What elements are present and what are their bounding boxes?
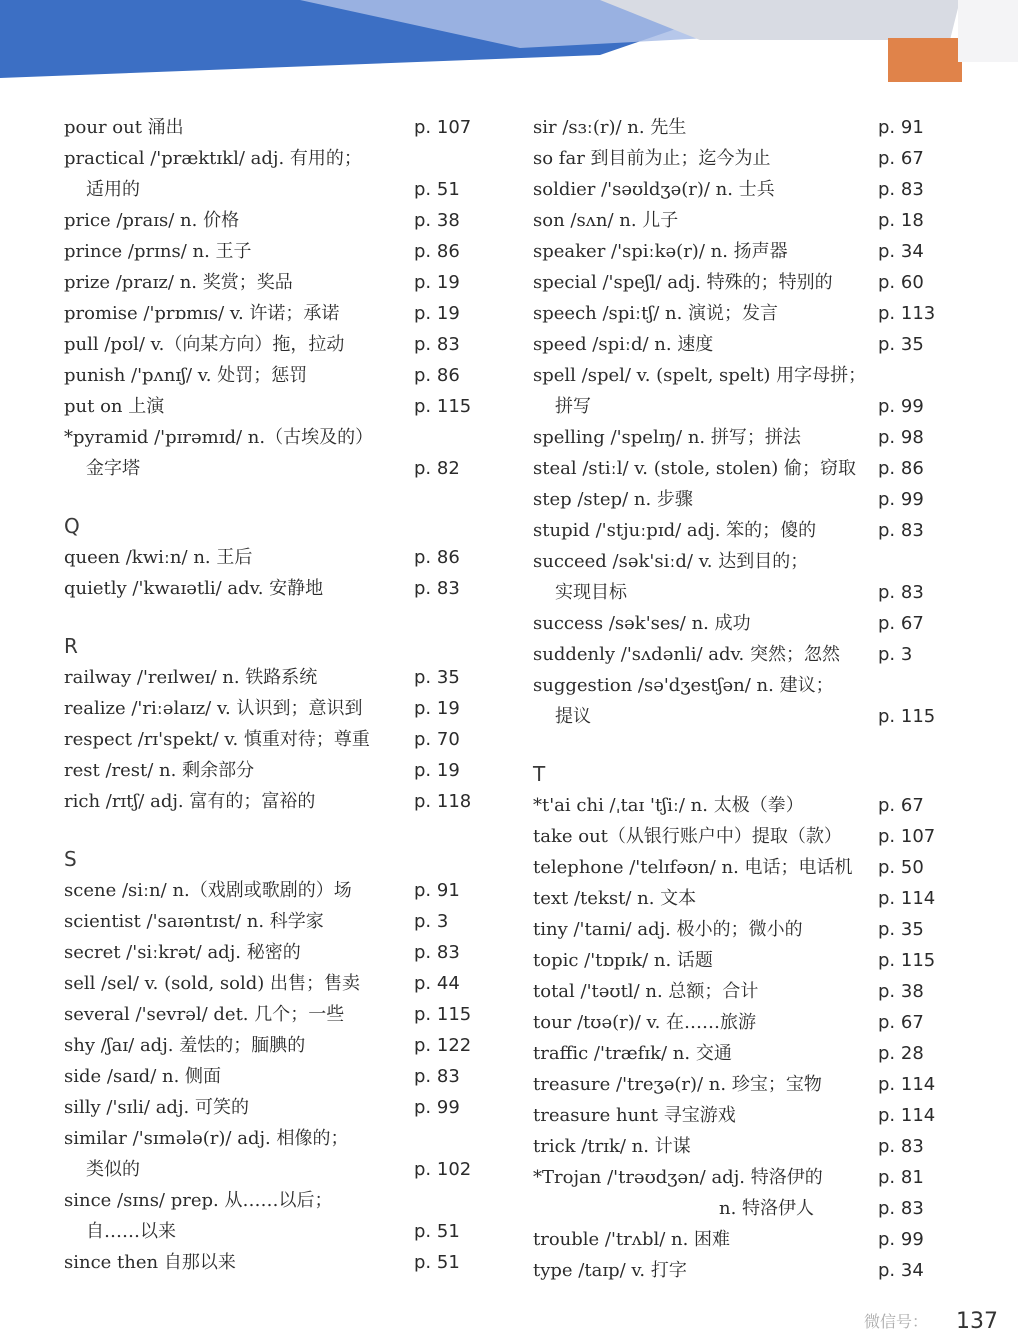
entry-page-ref: p. 86 — [414, 547, 460, 568]
glossary-entry — [64, 1123, 484, 1185]
entry-page-ref: p. 3 — [878, 644, 913, 665]
glossary-entry — [533, 1100, 948, 1131]
glossary-entry — [64, 298, 484, 329]
entry-page-ref: p. 38 — [414, 210, 460, 231]
entry-text: sir /sɜː(r)/ n. 先生 — [533, 117, 687, 138]
entry-text: secret /'siːkrət/ adj. 秘密的 — [64, 942, 301, 963]
entry-page-ref: p. 67 — [878, 1012, 924, 1033]
entry-page-ref: p. 86 — [878, 458, 924, 479]
entry-text: *Trojan /'trəʊdʒən/ adj. 特洛伊的 — [533, 1167, 823, 1188]
entry-text: success /sək'ses/ n. 成功 — [533, 613, 751, 634]
entry-page-ref: p. 67 — [878, 148, 924, 169]
entry-page-ref: p. 38 — [878, 981, 924, 1002]
glossary-entry — [533, 670, 948, 732]
entry-page-ref: p. 50 — [878, 857, 924, 878]
entry-page-ref: p. 35 — [878, 334, 924, 355]
entry-page-ref: p. 99 — [878, 396, 924, 417]
entry-text: succeed /sək'siːd/ v. 达到目的； — [533, 551, 809, 572]
entry-page-ref: p. 51 — [414, 179, 460, 200]
glossary-entry — [64, 205, 484, 236]
entry-page-ref: p. 67 — [878, 613, 924, 634]
glossary-entry — [533, 914, 948, 945]
entry-continuation: 拼写 — [555, 396, 591, 417]
glossary-entry — [533, 852, 948, 883]
entry-page-ref: p. 35 — [414, 667, 460, 688]
glossary-entry — [533, 1069, 948, 1100]
glossary-entry — [533, 1224, 948, 1255]
entry-page-ref: p. 67 — [878, 795, 924, 816]
entry-text: scene /siːn/ n.（戏剧或歌剧的）场 — [64, 880, 352, 901]
entry-page-ref: p. 34 — [878, 1260, 924, 1281]
entry-page-ref: p. 91 — [878, 117, 924, 138]
glossary-entry — [64, 937, 484, 968]
entry-continuation: n. 特洛伊人 — [719, 1198, 815, 1219]
right-column — [533, 112, 948, 1286]
entry-page-ref: p. 115 — [414, 396, 472, 417]
entry-page-ref: p. 19 — [414, 303, 460, 324]
glossary-entry — [64, 391, 484, 422]
glossary-entry — [64, 112, 484, 143]
glossary-entry — [64, 1185, 484, 1247]
entry-page-ref: p. 102 — [414, 1159, 472, 1180]
glossary-entry — [533, 1131, 948, 1162]
entry-text: practical /'præktɪkl/ adj. 有用的； — [64, 148, 362, 169]
header-white-block — [958, 0, 1018, 62]
entry-text: spell /spel/ v. (spelt, spelt) 用字母拼； — [533, 365, 867, 386]
glossary-entry — [533, 1255, 948, 1286]
glossary-entry — [64, 1030, 484, 1061]
glossary-entry — [533, 112, 948, 143]
entry-text: special /'speʃl/ adj. 特殊的；特别的 — [533, 272, 833, 293]
entry-text: sell /sel/ v. (sold, sold) 出售；售卖 — [64, 973, 361, 994]
glossary-entry — [64, 422, 484, 484]
entry-page-ref: p. 114 — [878, 1105, 936, 1126]
entry-page-ref: p. 107 — [414, 117, 472, 138]
entry-page-ref: p. 83 — [878, 1198, 924, 1219]
entry-page-ref: p. 83 — [414, 334, 460, 355]
glossary-entry — [533, 1193, 948, 1224]
glossary-entry — [64, 1247, 484, 1278]
entry-text: so far 到目前为止；迄今为止 — [533, 148, 771, 169]
entry-text: promise /'prɒmɪs/ v. 许诺；承诺 — [64, 303, 340, 324]
entry-page-ref: p. 86 — [414, 241, 460, 262]
entry-continuation: 自……以来 — [86, 1221, 176, 1242]
entry-page-ref: p. 86 — [414, 365, 460, 386]
entry-text: shy /ʃaɪ/ adj. 羞怯的；腼腆的 — [64, 1035, 306, 1056]
header-decoration — [0, 0, 1018, 90]
entry-continuation: 提议 — [555, 706, 591, 727]
glossary-entry — [533, 1007, 948, 1038]
entry-text: put on 上演 — [64, 396, 165, 417]
entry-page-ref: p. 114 — [878, 1074, 936, 1095]
glossary-entry — [533, 883, 948, 914]
entry-text: suddenly /'sʌdənli/ adv. 突然；忽然 — [533, 644, 840, 665]
entry-page-ref: p. 19 — [414, 272, 460, 293]
entry-page-ref: p. 83 — [414, 942, 460, 963]
entry-text: total /'təʊtl/ n. 总额；合计 — [533, 981, 759, 1002]
entry-text: *t'ai chi /ˌtaɪ 'tʃiː/ n. 太极（拳） — [533, 795, 804, 816]
glossary-entry — [64, 755, 484, 786]
glossary-entry — [533, 790, 948, 821]
glossary-entry — [533, 484, 948, 515]
entry-continuation: 类似的 — [86, 1159, 140, 1180]
entry-page-ref: p. 98 — [878, 427, 924, 448]
entry-text: realize /'riːəlaɪz/ v. 认识到；意识到 — [64, 698, 363, 719]
entry-text: prince /prɪns/ n. 王子 — [64, 241, 252, 262]
entry-text: son /sʌn/ n. 儿子 — [533, 210, 679, 231]
entry-text: speech /spiːtʃ/ n. 演说；发言 — [533, 303, 779, 324]
entry-page-ref: p. 99 — [878, 489, 924, 510]
entry-text: side /saɪd/ n. 侧面 — [64, 1066, 222, 1087]
entry-page-ref: p. 51 — [414, 1221, 460, 1242]
left-column — [64, 112, 484, 1278]
entry-text: several /'sevrəl/ det. 几个；一些 — [64, 1004, 345, 1025]
glossary-entry — [533, 422, 948, 453]
entry-text: tiny /'taɪni/ adj. 极小的；微小的 — [533, 919, 803, 940]
glossary-entry — [533, 174, 948, 205]
glossary-entry — [64, 906, 484, 937]
entry-text: rich /rɪtʃ/ adj. 富有的；富裕的 — [64, 791, 316, 812]
entry-text: punish /'pʌnɪʃ/ v. 处罚；惩罚 — [64, 365, 308, 386]
glossary-entry — [64, 662, 484, 693]
entry-text: treasure hunt 寻宝游戏 — [533, 1105, 736, 1126]
entry-page-ref: p. 19 — [414, 698, 460, 719]
entry-text: pour out 涌出 — [64, 117, 184, 138]
entry-page-ref: p. 107 — [878, 826, 936, 847]
entry-page-ref: p. 44 — [414, 973, 460, 994]
glossary-entry — [533, 1038, 948, 1069]
entry-page-ref: p. 83 — [878, 179, 924, 200]
glossary-entry — [533, 639, 948, 670]
entry-text: similar /'sɪmələ(r)/ adj. 相像的； — [64, 1128, 349, 1149]
entry-page-ref: p. 122 — [414, 1035, 472, 1056]
footer-text: 微信号： — [863, 1312, 928, 1331]
glossary-entry — [533, 546, 948, 608]
entry-text: stupid /'stjuːpɪd/ adj. 笨的；傻的 — [533, 520, 817, 541]
entry-text: since /sɪns/ prep. 从……以后； — [64, 1190, 333, 1211]
glossary-entry — [64, 693, 484, 724]
glossary-entry — [64, 724, 484, 755]
entry-text: quietly /'kwaɪətli/ adv. 安静地 — [64, 578, 324, 599]
glossary-entry — [533, 1162, 948, 1193]
entry-text: step /step/ n. 步骤 — [533, 489, 693, 510]
entry-page-ref: p. 3 — [414, 911, 449, 932]
entry-text: since then 自那以来 — [64, 1252, 236, 1273]
glossary-entry — [64, 542, 484, 573]
entry-page-ref: p. 115 — [414, 1004, 472, 1025]
entry-text: type /taɪp/ v. 打字 — [533, 1260, 687, 1281]
entry-page-ref: p. 35 — [878, 919, 924, 940]
glossary-entry — [64, 236, 484, 267]
entry-page-ref: p. 83 — [414, 578, 460, 599]
entry-page-ref: p. 99 — [414, 1097, 460, 1118]
entry-text: trouble /'trʌbl/ n. 困难 — [533, 1229, 731, 1250]
entry-text: price /praɪs/ n. 价格 — [64, 210, 240, 231]
glossary-entry — [533, 236, 948, 267]
glossary-entry — [64, 786, 484, 817]
glossary-entry — [64, 143, 484, 205]
entry-text: railway /'reɪlweɪ/ n. 铁路系统 — [64, 667, 318, 688]
glossary-entry — [64, 267, 484, 298]
entry-page-ref: p. 19 — [414, 760, 460, 781]
entry-text: tour /tʊə(r)/ v. 在……旅游 — [533, 1012, 757, 1033]
glossary-entry — [533, 143, 948, 174]
entry-text: spelling /'spelɪŋ/ n. 拼写；拼法 — [533, 427, 801, 448]
entry-page-ref: p. 118 — [414, 791, 472, 812]
glossary-entry — [64, 1061, 484, 1092]
entry-page-ref: p. 60 — [878, 272, 924, 293]
glossary-entry — [533, 821, 948, 852]
entry-page-ref: p. 83 — [878, 1136, 924, 1157]
entry-text: pull /pʊl/ v.（向某方向）拖，拉动 — [64, 334, 345, 355]
entry-page-ref: p. 91 — [414, 880, 460, 901]
glossary-entry — [64, 1092, 484, 1123]
entry-text: silly /'sɪli/ adj. 可笑的 — [64, 1097, 249, 1118]
entry-text: speaker /'spiːkə(r)/ n. 扬声器 — [533, 241, 788, 262]
glossary-entry — [64, 360, 484, 391]
entry-text: topic /'tɒpɪk/ n. 话题 — [533, 950, 713, 971]
entry-text: telephone /'telɪfəʊn/ n. 电话；电话机 — [533, 857, 853, 878]
entry-text: *pyramid /'pɪrəmɪd/ n.（古埃及的） — [64, 427, 374, 448]
entry-page-ref: p. 34 — [878, 241, 924, 262]
glossary-entry — [533, 945, 948, 976]
entry-page-ref: p. 113 — [878, 303, 936, 324]
glossary-entry — [64, 329, 484, 360]
entry-continuation: 实现目标 — [555, 582, 627, 603]
section-letter: R — [64, 634, 78, 658]
glossary-entry — [64, 999, 484, 1030]
entry-text: traffic /'træfɪk/ n. 交通 — [533, 1043, 732, 1064]
entry-text: text /tekst/ n. 文本 — [533, 888, 697, 909]
entry-continuation: 金字塔 — [86, 458, 140, 479]
entry-text: queen /kwiːn/ n. 王后 — [64, 547, 253, 568]
glossary-entry — [64, 875, 484, 906]
entry-text: take out（从银行账户中）提取（款） — [533, 826, 842, 847]
header-orange-block — [888, 38, 962, 82]
entry-text: prize /praɪz/ n. 奖赏；奖品 — [64, 272, 293, 293]
entry-continuation: 适用的 — [86, 179, 140, 200]
glossary-entry — [533, 360, 948, 422]
entry-text: speed /spiːd/ n. 速度 — [533, 334, 714, 355]
entry-page-ref: p. 114 — [878, 888, 936, 909]
glossary-entry — [533, 515, 948, 546]
section-letter: Q — [64, 514, 80, 538]
entry-page-ref: p. 83 — [878, 520, 924, 541]
entry-page-ref: p. 51 — [414, 1252, 460, 1273]
glossary-entry — [64, 968, 484, 999]
entry-text: rest /rest/ n. 剩余部分 — [64, 760, 255, 781]
glossary-entry — [533, 329, 948, 360]
entry-page-ref: p. 99 — [878, 1229, 924, 1250]
entry-text: respect /rɪ'spekt/ v. 慎重对待；尊重 — [64, 729, 370, 750]
entry-page-ref: p. 82 — [414, 458, 460, 479]
entry-page-ref: p. 81 — [878, 1167, 924, 1188]
glossary-entry — [533, 298, 948, 329]
entry-text: scientist /'saɪəntɪst/ n. 科学家 — [64, 911, 324, 932]
section-letter: S — [64, 847, 77, 871]
glossary-entry — [533, 205, 948, 236]
entry-page-ref: p. 28 — [878, 1043, 924, 1064]
entry-text: suggestion /sə'dʒestʃən/ n. 建议； — [533, 675, 834, 696]
entry-text: treasure /'treʒə(r)/ n. 珍宝；宝物 — [533, 1074, 822, 1095]
page-number: 137 — [956, 1309, 998, 1334]
glossary-entry — [533, 453, 948, 484]
section-letter: T — [533, 762, 546, 786]
entry-page-ref: p. 115 — [878, 950, 936, 971]
entry-text: soldier /'səʊldʒə(r)/ n. 士兵 — [533, 179, 775, 200]
glossary-entry — [533, 267, 948, 298]
entry-page-ref: p. 83 — [878, 582, 924, 603]
glossary-entry — [533, 976, 948, 1007]
entry-page-ref: p. 115 — [878, 706, 936, 727]
entry-text: steal /stiːl/ v. (stole, stolen) 偷；窃取 — [533, 458, 856, 479]
glossary-entry — [533, 608, 948, 639]
entry-page-ref: p. 18 — [878, 210, 924, 231]
entry-text: trick /trɪk/ n. 计谋 — [533, 1136, 691, 1157]
glossary-entry — [64, 573, 484, 604]
entry-page-ref: p. 83 — [414, 1066, 460, 1087]
entry-page-ref: p. 70 — [414, 729, 460, 750]
